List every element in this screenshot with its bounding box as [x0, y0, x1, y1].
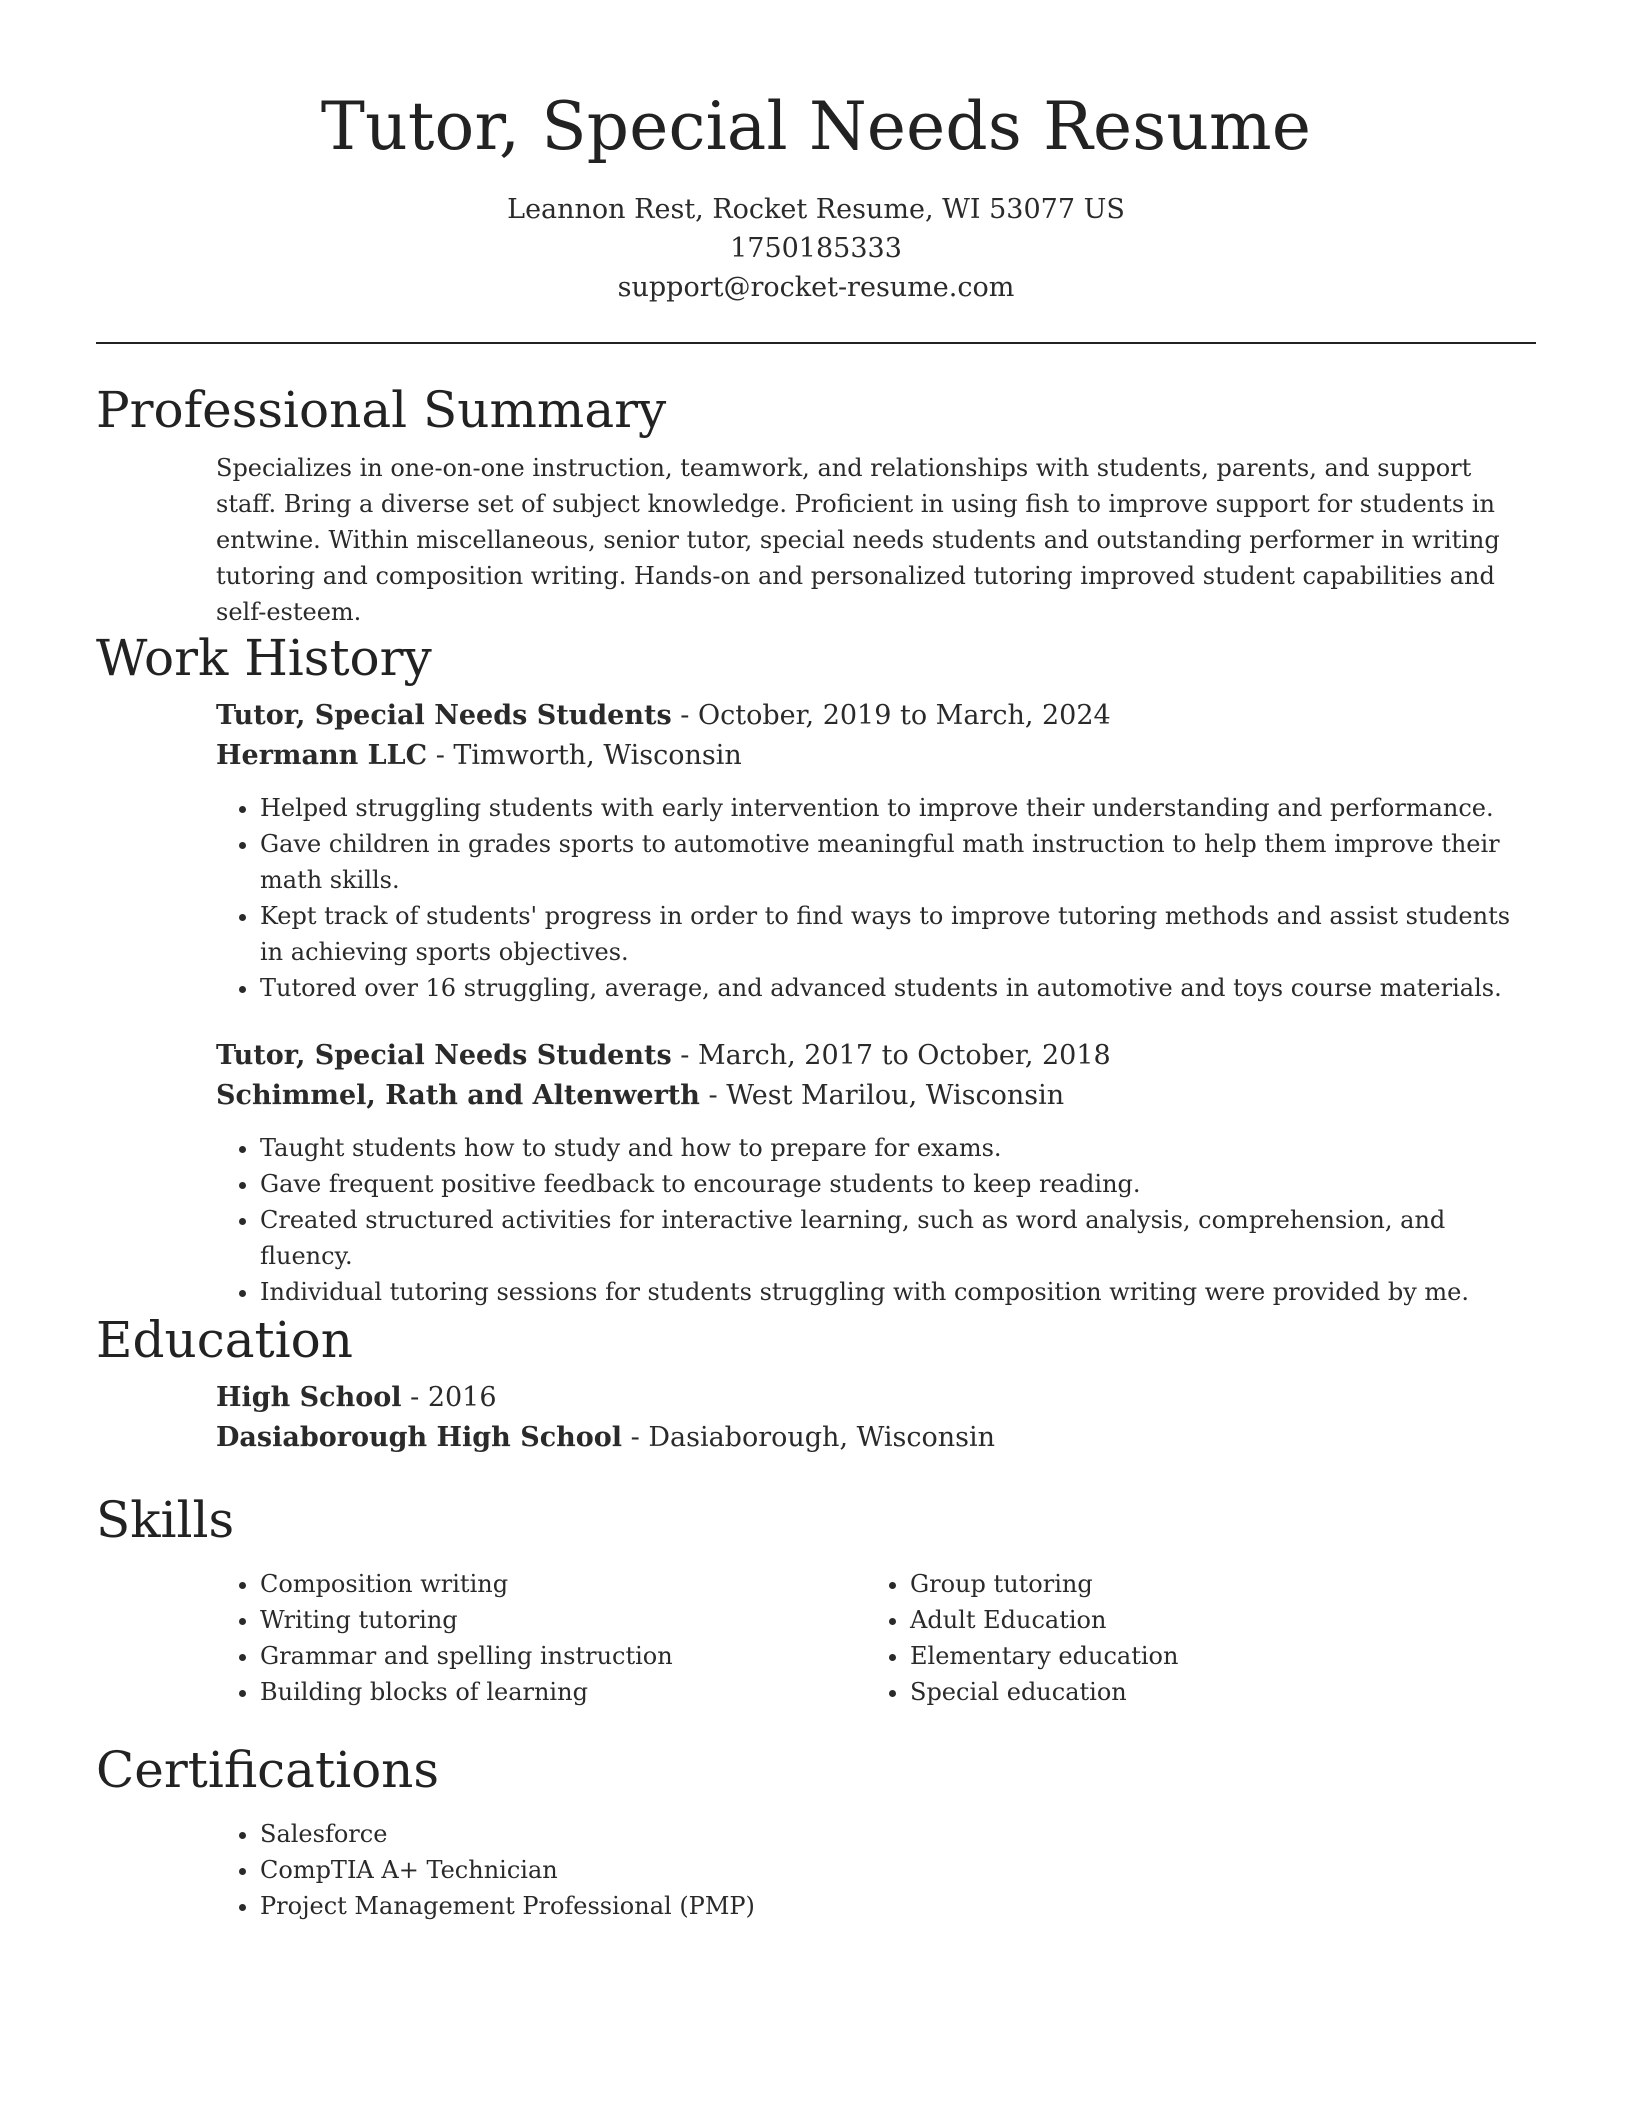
job-title-line: Tutor, Special Needs Students - March, 2017 to October, 2018	[216, 1040, 1111, 1071]
phone-text: 1750185333	[730, 233, 902, 264]
job-dates: October, 2019 to March, 2024	[697, 700, 1111, 731]
job-company: Hermann LLC	[216, 740, 428, 771]
job-location: West Marilou, Wisconsin	[726, 1080, 1065, 1111]
work-history-heading: Work History	[96, 629, 432, 687]
job-bullets	[216, 790, 1536, 1006]
job-position: Tutor, Special Needs Students	[216, 700, 672, 731]
job-entry	[216, 696, 1536, 776]
skills-column-left	[216, 1566, 866, 1710]
degree-name: High School	[216, 1382, 402, 1413]
resume-title: Tutor, Special Needs Resume	[320, 88, 1312, 165]
list-item: • CompTIA A+ Technician	[260, 1852, 1536, 1888]
job-title-line: Tutor, Special Needs Students - October, 2019 to March, 2024	[216, 700, 1111, 731]
list-item: • Group tutoring	[910, 1566, 1516, 1602]
list-item: • Gave frequent positive feedback to encourage students to keep reading.	[260, 1166, 1536, 1202]
job-location: Timworth, Wisconsin	[453, 740, 742, 771]
education-heading: Education	[96, 1311, 353, 1369]
education-section	[96, 1308, 1536, 1458]
summary-section	[96, 378, 1536, 630]
job-company-line: Schimmel, Rath and Altenwerth - West Marilou, Wisconsin	[216, 1080, 1065, 1111]
degree-line: High School - 2016	[216, 1382, 497, 1413]
list-item: • Kept track of students' progress in order to find ways to improve tutoring methods and assist students in achieving sports objectives.	[260, 898, 1536, 970]
address-text: Leannon Rest, Rocket Resume, WI 53077 US	[507, 194, 1125, 225]
list-item: • Building blocks of learning	[260, 1674, 866, 1710]
resume-header	[0, 0, 1632, 307]
summary-heading: Professional Summary	[96, 381, 667, 439]
email-text: support@rocket-resume.com	[617, 272, 1015, 303]
school-line: Dasiaborough High School - Dasiaborough, Wisconsin	[216, 1422, 996, 1453]
work-history-section	[96, 626, 1536, 1310]
skills-column-right	[866, 1566, 1516, 1710]
list-item: • Created structured activities for interactive learning, such as word analysis, comprehension, and fluency.	[260, 1202, 1536, 1274]
job-company: Schimmel, Rath and Altenwerth	[216, 1080, 700, 1111]
skills-grid	[216, 1566, 1536, 1710]
school-name: Dasiaborough High School	[216, 1422, 623, 1453]
contact-block	[0, 190, 1632, 307]
list-item: • Adult Education	[910, 1602, 1516, 1638]
school-location: Dasiaborough, Wisconsin	[648, 1422, 996, 1453]
certifications-section	[96, 1738, 1536, 1924]
list-item: • Taught students how to study and how to prepare for exams.	[260, 1130, 1536, 1166]
job-dates: March, 2017 to October, 2018	[697, 1040, 1111, 1071]
list-item: • Elementary education	[910, 1638, 1516, 1674]
certifications-list	[216, 1816, 1536, 1924]
job-company-line: Hermann LLC - Timworth, Wisconsin	[216, 740, 742, 771]
skills-heading: Skills	[96, 1491, 235, 1549]
list-item: • Grammar and spelling instruction	[260, 1638, 866, 1674]
skills-section	[96, 1488, 1536, 1710]
list-item: • Special education	[910, 1674, 1516, 1710]
list-item: • Salesforce	[260, 1816, 1536, 1852]
list-item: • Helped struggling students with early intervention to improve their understanding and performance.	[260, 790, 1536, 826]
summary-text: Specializes in one-on-one instruction, teamwork, and relationships with students, parents, and support staff. Bring a diverse set of subject knowledge. Proficient in using fish to improve support for students in entwine. Within miscellaneous, senior tutor, special needs students and outstanding performer in writing tutoring and composition writing. Hands-on and personalized tutoring improved student capabilities and self-esteem.	[216, 454, 1500, 626]
header-divider	[96, 342, 1536, 344]
job-position: Tutor, Special Needs Students	[216, 1040, 672, 1071]
list-item: • Gave children in grades sports to automotive meaningful math instruction to help them improve their math skills.	[260, 826, 1536, 898]
job-bullets	[216, 1130, 1536, 1310]
list-item: • Tutored over 16 struggling, average, and advanced students in automotive and toys course materials.	[260, 970, 1536, 1006]
list-item: • Individual tutoring sessions for students struggling with composition writing were provided by me.	[260, 1274, 1536, 1310]
list-item: • Writing tutoring	[260, 1602, 866, 1638]
job-entry	[216, 1036, 1536, 1116]
education-entry	[216, 1378, 1536, 1458]
graduation-year: 2016	[427, 1382, 497, 1413]
list-item: • Composition writing	[260, 1566, 866, 1602]
certifications-heading: Certifications	[96, 1741, 440, 1799]
list-item: • Project Management Professional (PMP)	[260, 1888, 1536, 1924]
